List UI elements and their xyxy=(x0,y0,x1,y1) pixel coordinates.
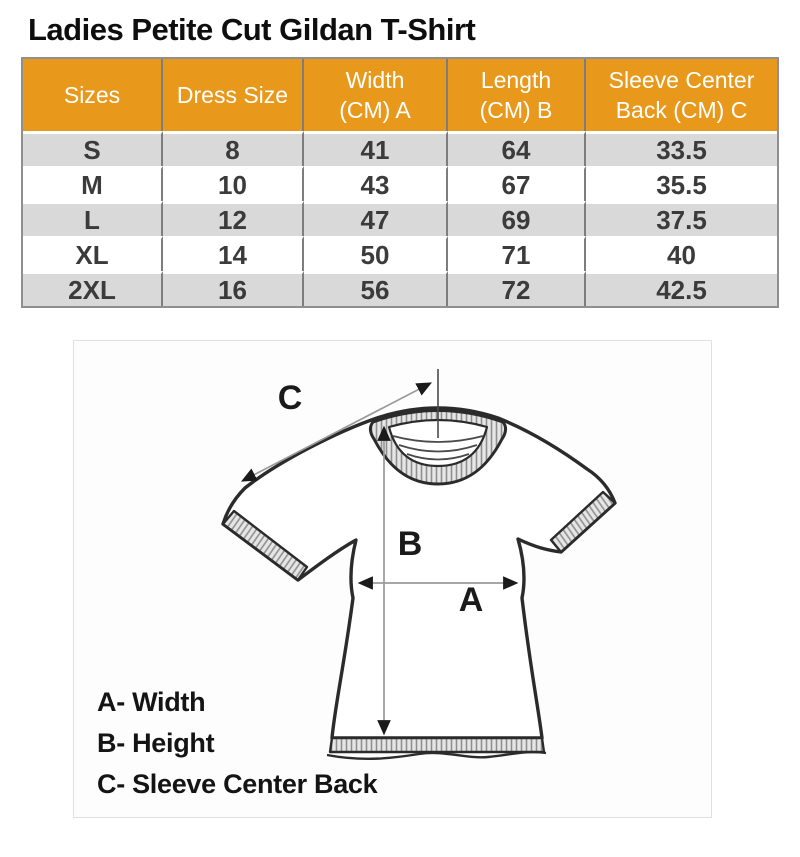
header-line: Back (CM) C xyxy=(615,97,748,123)
size-cell: M xyxy=(23,166,163,201)
col-header-width xyxy=(304,59,448,131)
value-cell: 8 xyxy=(163,131,304,166)
label-c: C xyxy=(277,379,303,417)
col-header-length xyxy=(448,59,586,131)
header-line: (CM) A xyxy=(339,97,411,123)
value-cell: 16 xyxy=(163,271,304,306)
value-cell: 12 xyxy=(163,201,304,236)
value-cell: 37.5 xyxy=(586,201,777,236)
value-cell: 41 xyxy=(304,131,448,166)
tshirt-measurement-diagram xyxy=(73,340,712,818)
value-cell: 71 xyxy=(448,236,586,271)
value-cell: 64 xyxy=(448,131,586,166)
legend-item-sleeve: C- Sleeve Center Back xyxy=(97,769,378,799)
page-title: Ladies Petite Cut Gildan T-Shirt xyxy=(28,12,476,47)
value-cell: 56 xyxy=(304,271,448,306)
value-cell: 33.5 xyxy=(586,131,777,166)
size-table-grid xyxy=(23,59,777,306)
value-cell: 69 xyxy=(448,201,586,236)
col-header-sleeve xyxy=(586,59,777,131)
header-line: Dress Size xyxy=(176,82,289,108)
label-a: A xyxy=(458,581,484,619)
label-b: B xyxy=(397,525,423,563)
value-cell: 10 xyxy=(163,166,304,201)
value-cell: 50 xyxy=(304,236,448,271)
legend-item-height: B- Height xyxy=(97,728,215,758)
value-cell: 67 xyxy=(448,166,586,201)
size-cell: XL xyxy=(23,236,163,271)
value-cell: 47 xyxy=(304,201,448,236)
col-header-sizes xyxy=(23,59,163,131)
size-cell: S xyxy=(23,131,163,166)
header-line: Length xyxy=(480,67,552,93)
value-cell: 35.5 xyxy=(586,166,777,201)
value-cell: 72 xyxy=(448,271,586,306)
measurement-legend xyxy=(97,682,377,805)
value-cell: 14 xyxy=(163,236,304,271)
value-cell: 42.5 xyxy=(586,271,777,306)
header-line: Sizes xyxy=(63,82,121,108)
size-cell: 2XL xyxy=(23,271,163,306)
header-line: Sleeve Center xyxy=(608,67,755,93)
header-line: Width xyxy=(345,67,405,93)
size-table xyxy=(21,57,779,308)
header-line: (CM) B xyxy=(479,97,553,123)
size-cell: L xyxy=(23,201,163,236)
col-header-dress-size xyxy=(163,59,304,131)
value-cell: 40 xyxy=(586,236,777,271)
legend-item-width: A- Width xyxy=(97,687,206,717)
value-cell: 43 xyxy=(304,166,448,201)
